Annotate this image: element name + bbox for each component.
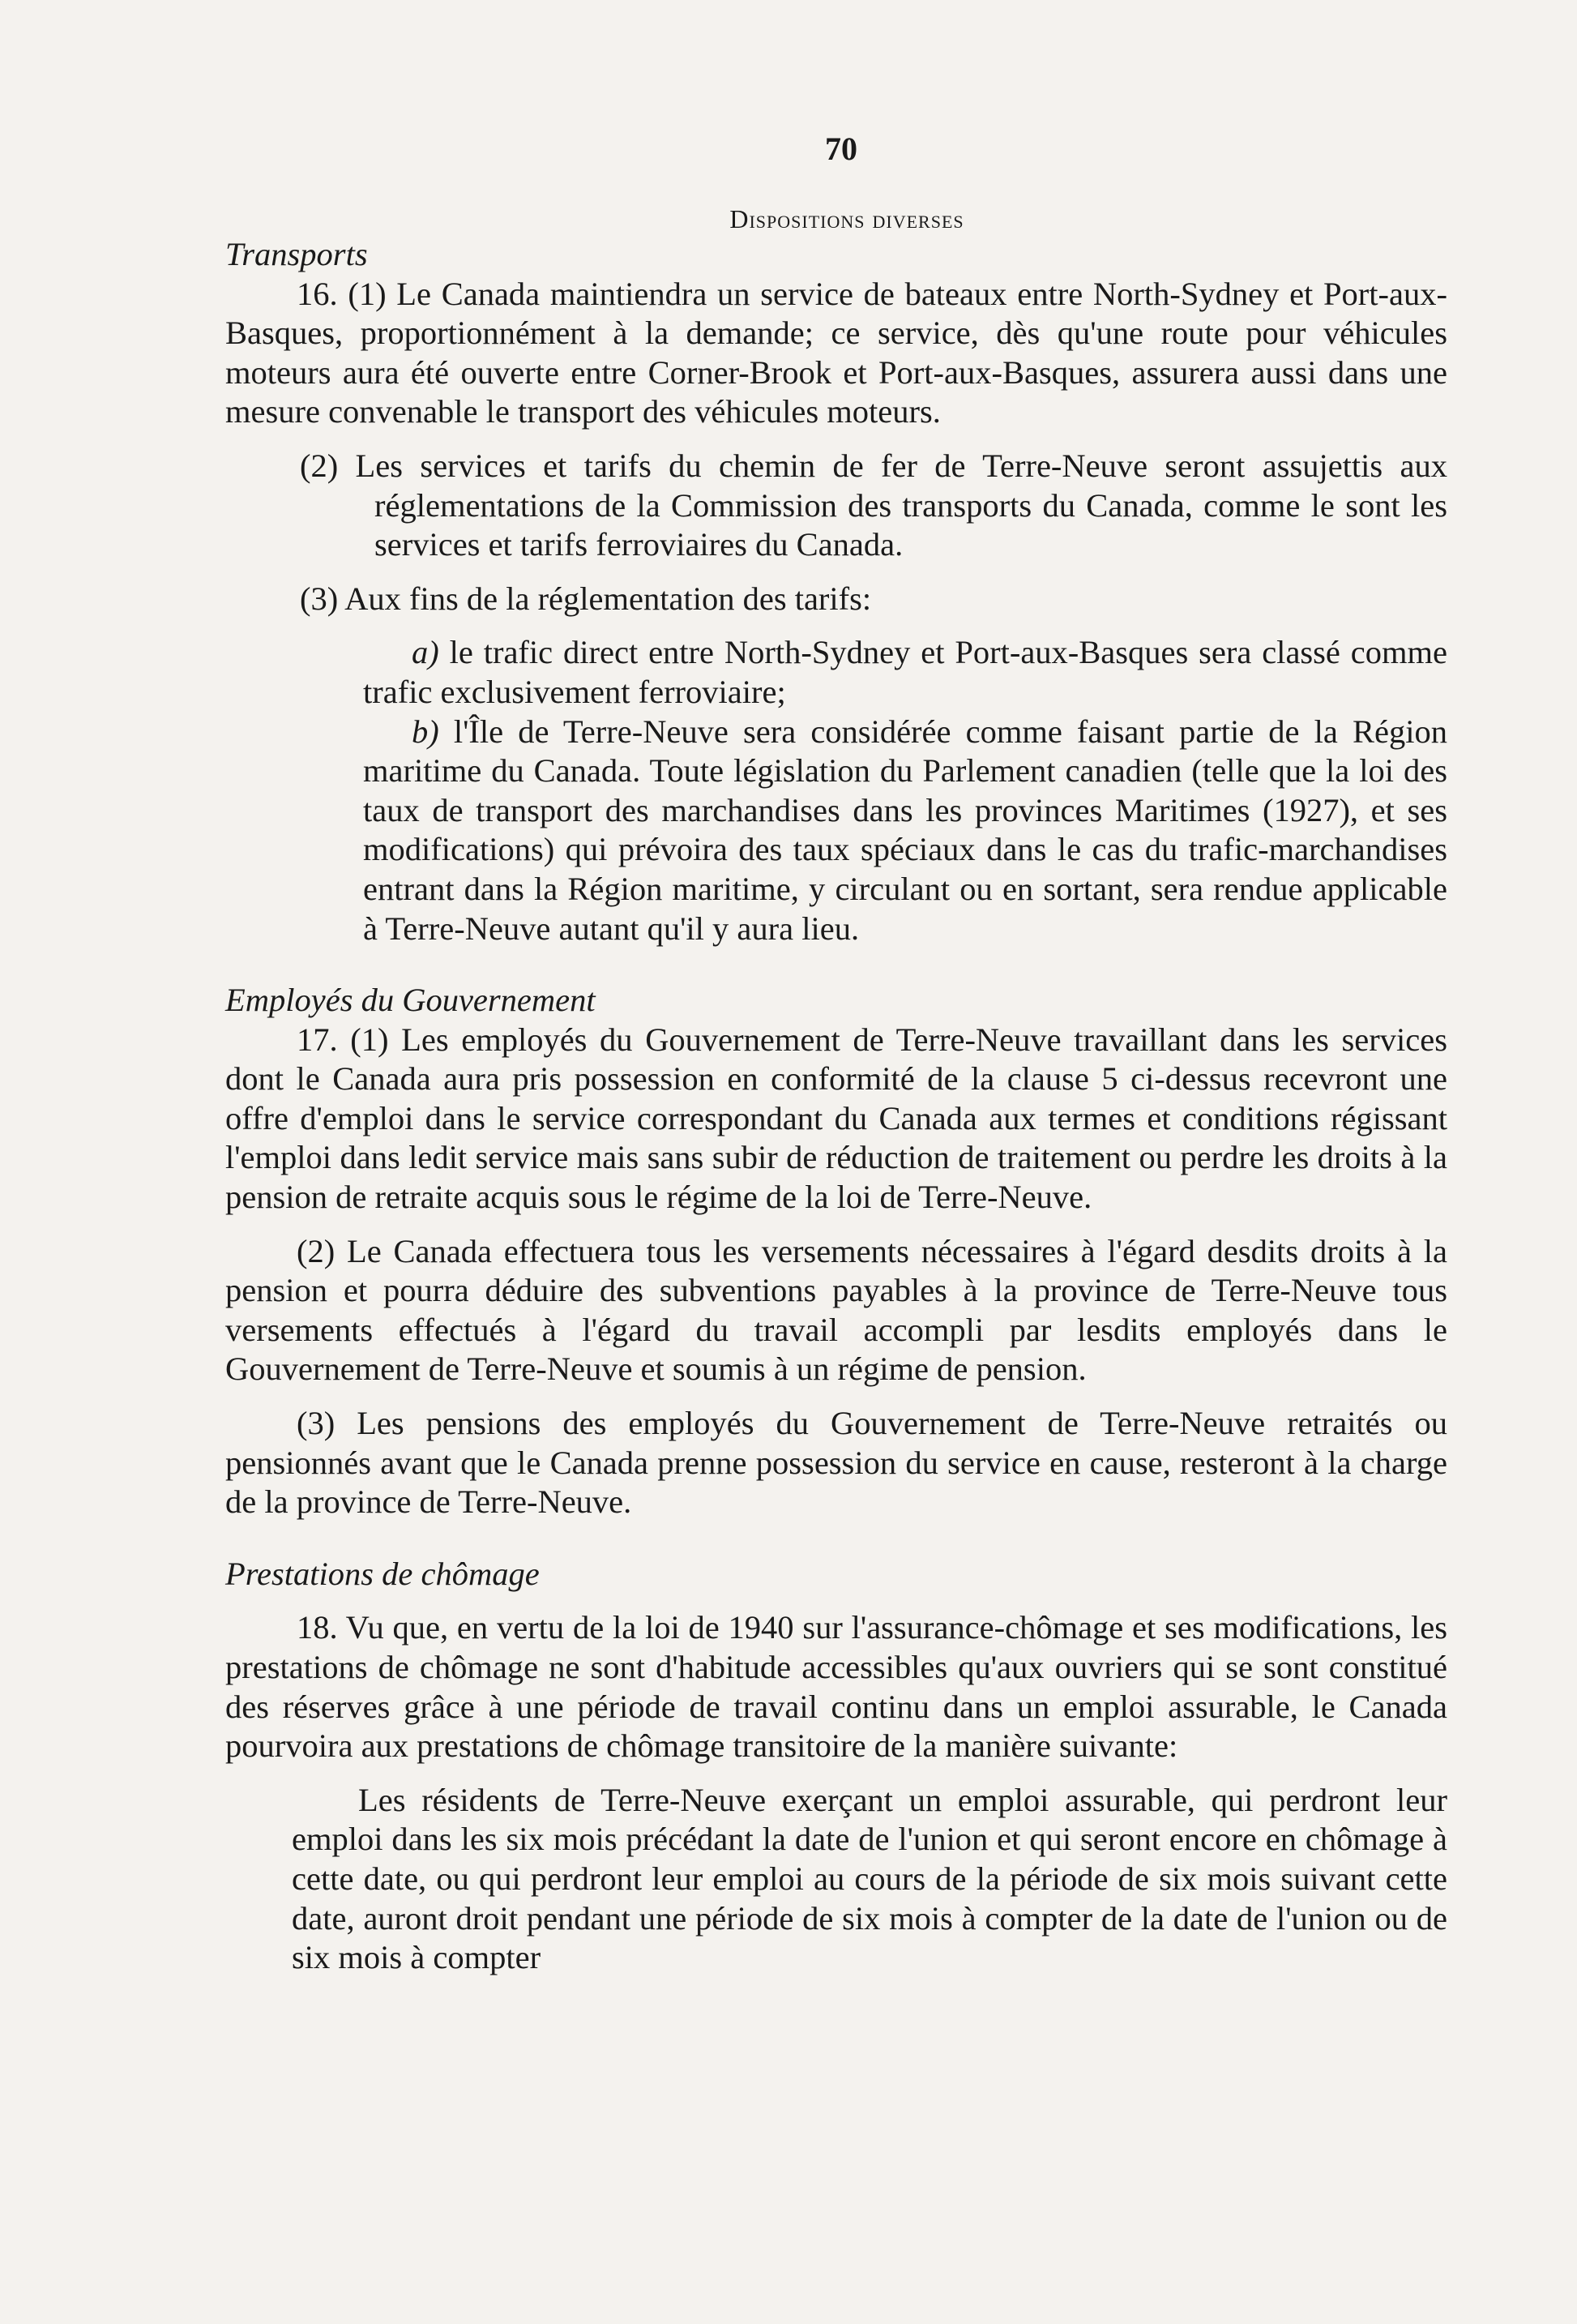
item-label-b: b) bbox=[412, 713, 439, 750]
document-body bbox=[225, 235, 1447, 1978]
paragraph-18-quote: Les résidents de Terre-Neuve exerçant un emploi assurable, qui perdront leur emploi dans les six mois précédant la date de l'union et qui seront encore en chômage à cette date, ou qui perdront leur emploi au cours de la période de six mois suivant cette date, auront droit pendant une période de six mois à compter de la date de l'union ou de six mois à compter bbox=[292, 1781, 1447, 1976]
paragraph-16-3-b bbox=[363, 713, 1447, 949]
heading-transports: Transports bbox=[225, 236, 368, 272]
paragraph-16-3-a bbox=[363, 633, 1447, 712]
item-label-a: a) bbox=[412, 634, 439, 671]
item-text-a: le trafic direct entre North-Sydney et Port-aux-Basques sera classé comme trafic exclusivement ferroviaire; bbox=[363, 634, 1447, 710]
heading-employes: Employés du Gouvernement bbox=[225, 982, 596, 1019]
page-number: 70 bbox=[825, 131, 857, 167]
paragraph-17-3: (3) Les pensions des employés du Gouvernement de Terre-Neuve retraités ou pensionnés avant que le Canada prenne possession du service en cause, resteront à la charge de la province de Terre-Neuve. bbox=[225, 1405, 1447, 1521]
paragraph-16-3: (3) Aux fins de la réglementation des tarifs: bbox=[300, 580, 872, 617]
paragraph-17-2: (2) Le Canada effectuera tous les versements nécessaires à l'égard desdits droits à la pension et pourra déduire des subventions payables à la province de Terre-Neuve tous versements effectués à l'égard du travail accompli par lesdits employés dans le Gouvernement de Terre-Neuve et soumis à un régime de pension. bbox=[225, 1232, 1447, 1388]
heading-chomage: Prestations de chômage bbox=[225, 1555, 540, 1592]
paragraph-18: 18. Vu que, en vertu de la loi de 1940 sur l'assurance-chômage et ses modifications, les prestations de chômage ne sont d'habitude accessibles qu'aux ouvriers qui se sont constitué des réserves grâce à une période de travail continu dans un emploi assurable, le Canada pourvoira aux prestations de chômage transitoire de la manière suivante: bbox=[225, 1609, 1447, 1765]
paragraph-16-1: 16. (1) Le Canada maintiendra un service de bateaux entre North-Sydney et Port-aux-Basques, proportionnément à la demande; ce service, dès qu'une route pour véhicules moteurs aura été ouverte entre Corner-Brook et Port-aux-Basques, assurera aussi dans une mesure convenable le transport des véhicules moteurs. bbox=[225, 275, 1447, 430]
section-title: Dispositions diverses bbox=[729, 204, 964, 233]
item-text-b: l'Île de Terre-Neuve sera considérée comme faisant partie de la Région maritime du Canada. Toute législation du Parlement canadien (telle que la loi des taux de transport des marchandises dans les provinces Maritimes (1927), et ses modifications) qui prévoira des taux spéciaux dans le cas du trafic-marchandises entrant dans la Région maritime, y circulant ou en sortant, sera rendue applicable à Terre-Neuve autant qu'il y aura lieu. bbox=[363, 713, 1447, 947]
paragraph-16-2: (2) Les services et tarifs du chemin de fer de Terre-Neuve seront assujettis aux réglementations de la Commission des transports du Canada, comme le sont les services et tarifs ferroviaires du Canada. bbox=[300, 447, 1447, 563]
paragraph-17-1: 17. (1) Les employés du Gouvernement de Terre-Neuve travaillant dans les services dont le Canada aura pris possession en conformité de la clause 5 ci-dessus recevront une offre d'emploi dans le service correspondant du Canada aux termes et conditions régissant l'emploi dans ledit service mais sans subir de réduction de traitement ou perdre les droits à la pension de retraite acquis sous le régime de la loi de Terre-Neuve. bbox=[225, 1021, 1447, 1216]
